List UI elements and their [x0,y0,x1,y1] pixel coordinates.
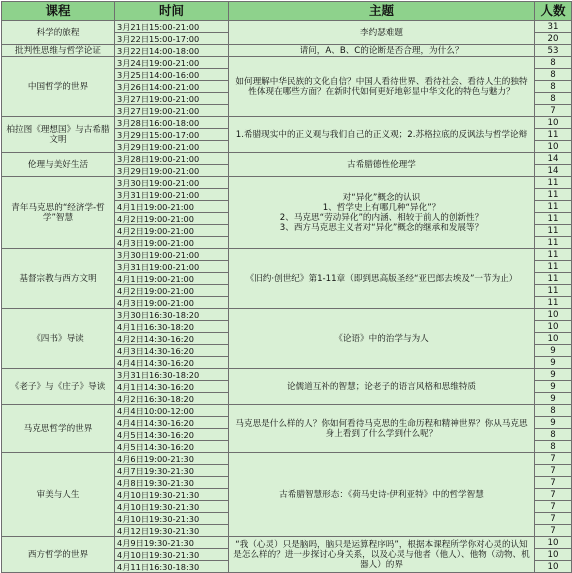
header-course: 课程 [2,2,115,21]
course-name: 西方哲学的世界 [2,537,115,573]
attendee-count: 8 [535,429,572,441]
attendee-count: 8 [535,405,572,417]
session-time: 3月27日19:00-21:00 [115,105,229,117]
schedule-table [1,1,572,573]
session-time: 4月7日19:30-21:30 [115,465,229,477]
table-row [2,117,572,129]
schedule-body [2,21,572,573]
session-time: 4月12日19:30-21:30 [115,525,229,537]
session-time: 4月2日14:30-16:20 [115,333,229,345]
attendee-count: 7 [535,465,572,477]
course-name: 中国哲学的世界 [2,57,115,117]
course-name: 马克思哲学的世界 [2,405,115,453]
session-time: 4月1日19:00-21:00 [115,273,229,285]
session-time: 3月30日19:00-21:00 [115,249,229,261]
attendee-count: 10 [535,117,572,129]
attendee-count: 9 [535,381,572,393]
session-time: 4月2日19:00-21:00 [115,225,229,237]
attendee-count: 11 [535,261,572,273]
attendee-count: 10 [535,309,572,321]
session-time: 3月24日19:00-21:00 [115,57,229,69]
session-time: 4月11日16:30-18:30 [115,561,229,573]
topic-text: “我（心灵）只是脑吗，脑只是运算程序吗”，根据本课程所学你对心灵的认知是怎么样的？进一步探讨心身关系，以及心灵与他者（他人）、他物（动物、机器人）的界 [229,537,535,573]
attendee-count: 8 [535,441,572,453]
attendee-count: 7 [535,489,572,501]
session-time: 3月21日15:00-21:00 [115,21,229,33]
attendee-count: 14 [535,165,572,177]
session-time: 4月10日19:30-21:30 [115,549,229,561]
attendee-count: 8 [535,69,572,81]
attendee-count: 10 [535,549,572,561]
session-time: 3月22日15:00-17:00 [115,33,229,45]
topic-text: 对“异化”概念的认识 1、哲学史上有哪几种“异化”？ 2、马克思“劳动异化”的内涵、相较于前人的创新性？ 3、西方马克思主义者对“异化”概念的继承和发展等？ [229,177,535,249]
table-row [2,309,572,321]
session-time: 4月2日19:00-21:00 [115,213,229,225]
session-time: 3月30日16:30-18:20 [115,309,229,321]
attendee-count: 11 [535,273,572,285]
session-time: 3月29日19:00-21:00 [115,165,229,177]
attendee-count: 11 [535,225,572,237]
attendee-count: 10 [535,333,572,345]
session-time: 3月28日16:00-18:00 [115,117,229,129]
attendee-count: 9 [535,357,572,369]
attendee-count: 9 [535,393,572,405]
session-time: 4月3日19:00-21:00 [115,237,229,249]
attendee-count: 11 [535,189,572,201]
attendee-count: 20 [535,33,572,45]
course-name: 《四书》导读 [2,309,115,369]
topic-text: 1.希腊现实中的正义观与我们自己的正义观；2.苏格拉底的反讽法与哲学论辩 [229,117,535,153]
attendee-count: 11 [535,213,572,225]
attendee-count: 9 [535,345,572,357]
session-time: 3月25日14:00-16:00 [115,69,229,81]
session-time: 4月10日19:30-21:30 [115,489,229,501]
topic-text: 古希腊德性伦理学 [229,153,535,177]
session-time: 4月4日14:30-16:20 [115,417,229,429]
attendee-count: 8 [535,57,572,69]
attendee-count: 7 [535,105,572,117]
table-row [2,369,572,381]
session-time: 4月5日14:30-16:20 [115,441,229,453]
course-name: 批判性思维与哲学论证 [2,45,115,57]
session-time: 4月6日19:00-21:30 [115,453,229,465]
session-time: 3月30日19:00-21:00 [115,177,229,189]
session-time: 3月31日16:30-18:20 [115,369,229,381]
topic-text: 如何理解中华民族的文化自信？中国人看待世界、看待社会、看待人生的独特性体现在哪些方面？在新时代如何更好地彰显中华文化的特色与魅力？ [229,57,535,117]
session-time: 4月9日19:30-21:30 [115,537,229,549]
session-time: 4月3日14:30-16:20 [115,345,229,357]
course-name: 科学的旅程 [2,21,115,45]
attendee-count: 11 [535,129,572,141]
attendee-count: 11 [535,177,572,189]
course-name: 伦理与美好生活 [2,153,115,177]
topic-text: 马克思是什么样的人？你如何看待马克思的生命历程和精神世界？你从马克思身上看到了什么学到什么呢？ [229,405,535,453]
session-time: 3月29日19:00-21:00 [115,141,229,153]
topic-text: 请问，A、B、C的论断是否合理，为什么？ [229,45,535,57]
attendee-count: 10 [535,561,572,573]
session-time: 4月4日14:30-16:20 [115,357,229,369]
table-row [2,537,572,549]
session-time: 4月1日19:00-21:00 [115,201,229,213]
topic-text: 论儒道互补的智慧；论老子的语言风格和思维特质 [229,369,535,405]
attendee-count: 10 [535,321,572,333]
attendee-count: 10 [535,537,572,549]
session-time: 4月2日19:00-21:00 [115,285,229,297]
session-time: 3月22日14:00-18:00 [115,45,229,57]
attendee-count: 8 [535,93,572,105]
header-row [2,2,572,21]
attendee-count: 7 [535,525,572,537]
table-row [2,57,572,69]
attendee-count: 10 [535,141,572,153]
topic-text: 《旧约·创世纪》第1-11章（即到思高版圣经“亚巴郎去埃及”一节为止） [229,249,535,309]
table-row [2,453,572,465]
course-name: 柏拉图《理想国》与古希腊文明 [2,117,115,153]
session-time: 4月2日16:30-18:20 [115,393,229,405]
attendee-count: 7 [535,477,572,489]
table-row [2,21,572,33]
table-row [2,45,572,57]
attendee-count: 9 [535,369,572,381]
session-time: 4月4日10:00-12:00 [115,405,229,417]
attendee-count: 53 [535,45,572,57]
course-name: 基督宗教与西方文明 [2,249,115,309]
attendee-count: 11 [535,297,572,309]
session-time: 3月31日19:00-21:00 [115,189,229,201]
session-time: 4月5日14:30-16:20 [115,429,229,441]
attendee-count: 11 [535,285,572,297]
session-time: 3月31日19:00-21:00 [115,261,229,273]
session-time: 4月3日19:00-21:00 [115,297,229,309]
course-name: 青年马克思的“经济学-哲学”智慧 [2,177,115,249]
topic-text: 古希腊智慧形态：《荷马史诗·伊利亚特》中的哲学智慧 [229,453,535,537]
session-time: 4月1日14:30-16:20 [115,381,229,393]
header-time: 时间 [115,2,229,21]
attendee-count: 7 [535,501,572,513]
course-name: 审美与人生 [2,453,115,537]
attendee-count: 11 [535,249,572,261]
attendee-count: 7 [535,513,572,525]
attendee-count: 31 [535,21,572,33]
table-row [2,153,572,165]
header-count: 人数 [535,2,572,21]
attendee-count: 7 [535,453,572,465]
attendee-count: 14 [535,153,572,165]
session-time: 3月26日14:00-21:00 [115,81,229,93]
topic-text: 《论语》中的治学与为人 [229,309,535,369]
attendee-count: 11 [535,237,572,249]
session-time: 3月28日19:00-21:00 [115,153,229,165]
topic-text: 李约瑟难题 [229,21,535,45]
header-topic: 主题 [229,2,535,21]
session-time: 4月10日19:30-21:30 [115,513,229,525]
table-row [2,177,572,189]
session-time: 4月8日19:30-21:30 [115,477,229,489]
session-time: 4月1日16:30-18:20 [115,321,229,333]
session-time: 3月29日15:00-17:00 [115,129,229,141]
session-time: 4月10日19:30-21:30 [115,501,229,513]
attendee-count: 11 [535,201,572,213]
course-name: 《老子》与《庄子》导读 [2,369,115,405]
table-row [2,249,572,261]
table-row [2,405,572,417]
session-time: 3月27日19:00-21:00 [115,93,229,105]
attendee-count: 9 [535,417,572,429]
attendee-count: 8 [535,81,572,93]
